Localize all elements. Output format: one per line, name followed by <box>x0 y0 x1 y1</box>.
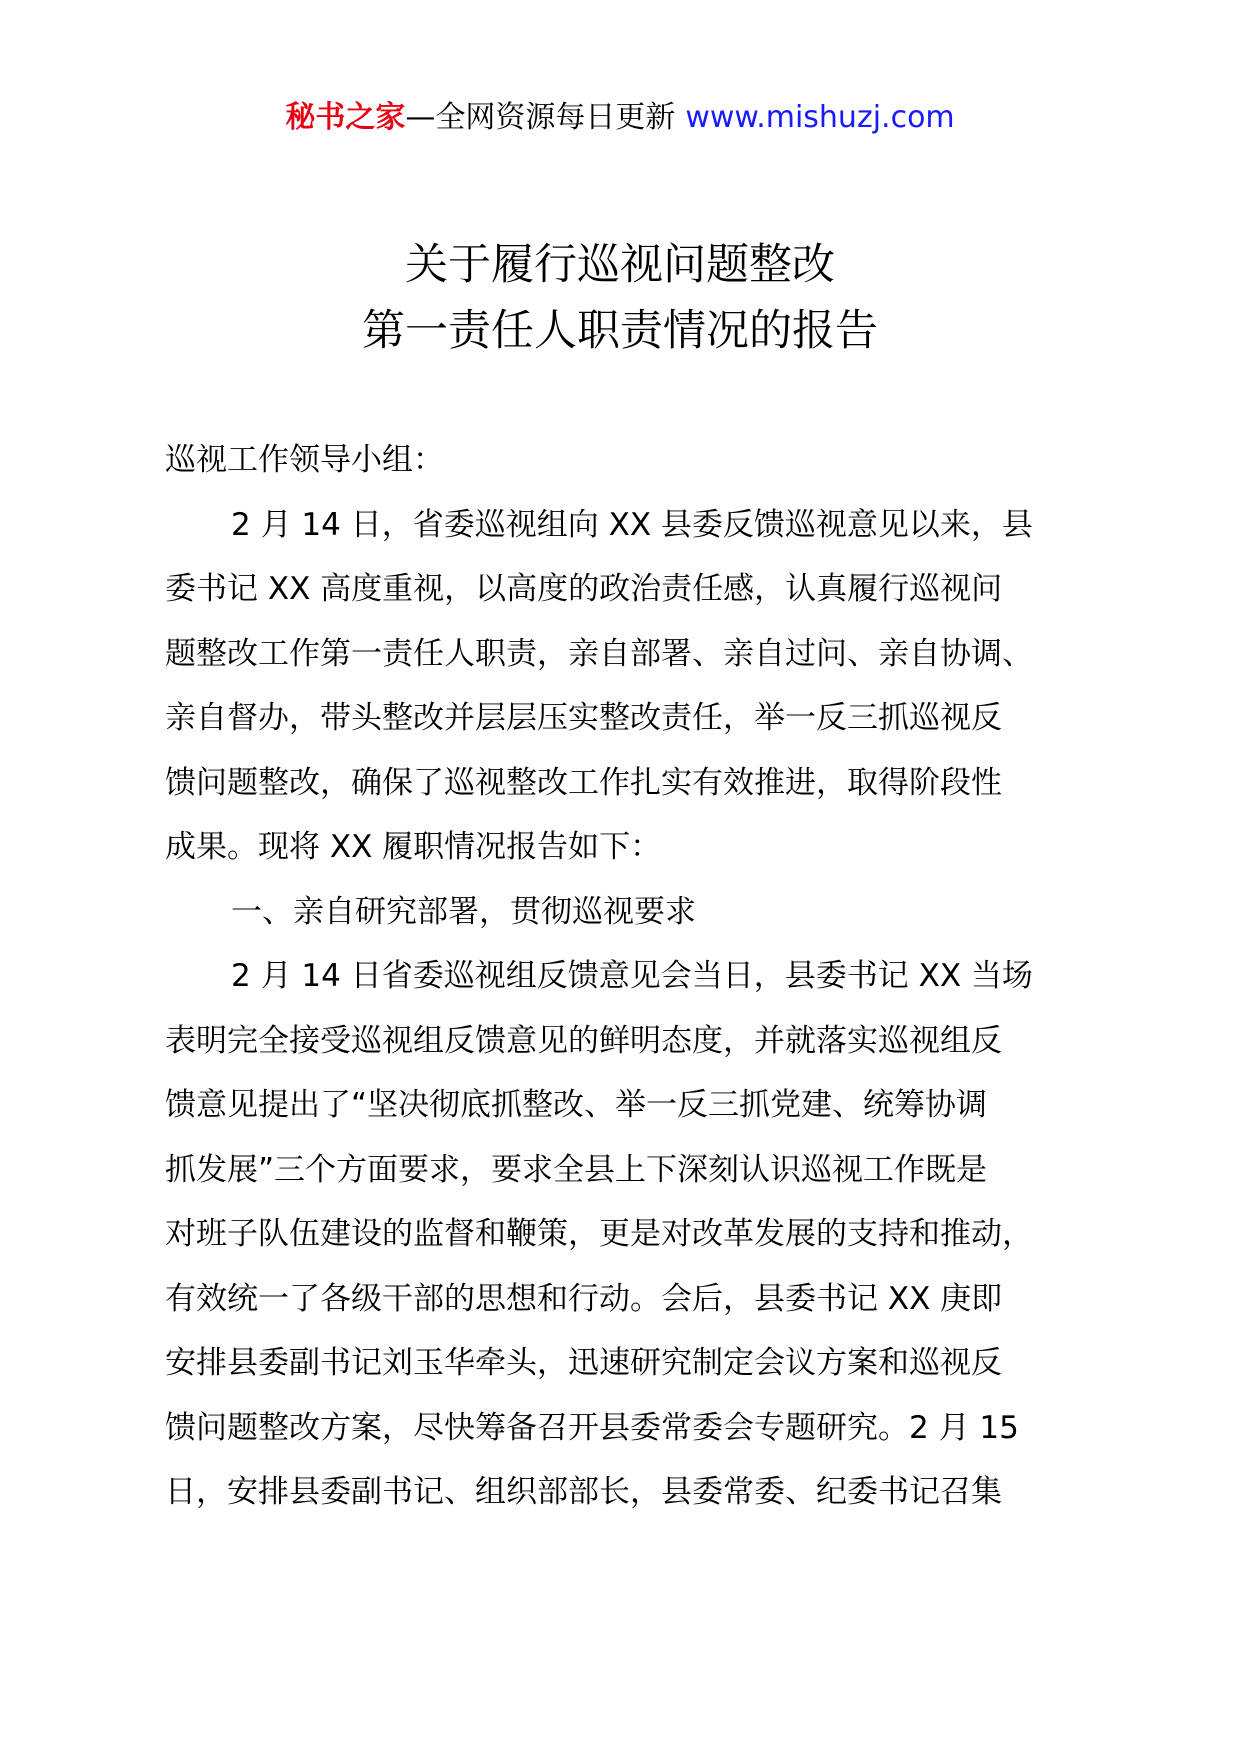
paragraph-line: 馈问题整改方案，尽快筹备召开县委常委会专题研究。2 月 15 <box>165 1409 1019 1446</box>
header-slogan: —全网资源每日更新 <box>405 100 676 135</box>
site-url-link[interactable]: www.mishuzj.com <box>685 100 955 135</box>
paragraph-section1 <box>165 944 1085 1009</box>
paragraph-line: 题整改工作第一责任人职责，亲自部署、亲自过问、亲自协调、 <box>165 635 1033 672</box>
document-title <box>0 232 1240 364</box>
title-line-1: 关于履行巡视问题整改 <box>405 240 835 290</box>
section-heading-1: 一、亲自研究部署，贯彻巡视要求 <box>231 893 696 930</box>
paragraph-line: 有效统一了各级干部的思想和行动。会后，县委书记 XX 庚即 <box>165 1280 1003 1317</box>
paragraph-line: 馈问题整改，确保了巡视整改工作扎实有效推进，取得阶段性 <box>165 764 1002 801</box>
brand-name: 秘书之家 <box>285 100 406 135</box>
document-body <box>165 428 1085 1525</box>
salutation: 巡视工作领导小组： <box>165 442 444 478</box>
paragraph-line: 抓发展”三个方面要求，要求全县上下深刻认识巡视工作既是 <box>165 1151 988 1188</box>
paragraph-section1-cont <box>165 1009 1085 1525</box>
paragraph-line: 委书记 XX 高度重视，以高度的政治责任感，认真履行巡视问 <box>165 571 1003 607</box>
paragraph-line: 2 月 14 日省委巡视组反馈意见会当日，县委书记 XX 当场 <box>231 958 1033 994</box>
site-header <box>0 98 1240 138</box>
paragraph-line: 日，安排县委副书记、组织部部长，县委常委、纪委书记召集 <box>165 1474 1002 1510</box>
paragraph-line: 成果。现将 XX 履职情况报告如下： <box>165 829 662 865</box>
paragraph-line: 2 月 14 日，省委巡视组向 XX 县委反馈巡视意见以来，县 <box>231 506 1033 543</box>
paragraph-line: 亲自督办，带头整改并层层压实整改责任，举一反三抓巡视反 <box>165 700 1002 736</box>
paragraph-intro-cont <box>165 557 1085 880</box>
title-line-2: 第一责任人职责情况的报告 <box>362 306 878 356</box>
paragraph-line: 对班子队伍建设的监督和鞭策，更是对改革发展的支持和推动， <box>165 1216 1033 1252</box>
paragraph-line: 馈意见提出了“坚决彻底抓整改、举一反三抓党建、统筹协调 <box>165 1087 988 1123</box>
paragraph-line: 表明完全接受巡视组反馈意见的鲜明态度，并就落实巡视组反 <box>165 1022 1002 1059</box>
paragraph-intro <box>165 493 1085 558</box>
paragraph-line: 安排县委副书记刘玉华牵头，迅速研究制定会议方案和巡视反 <box>165 1345 1002 1381</box>
